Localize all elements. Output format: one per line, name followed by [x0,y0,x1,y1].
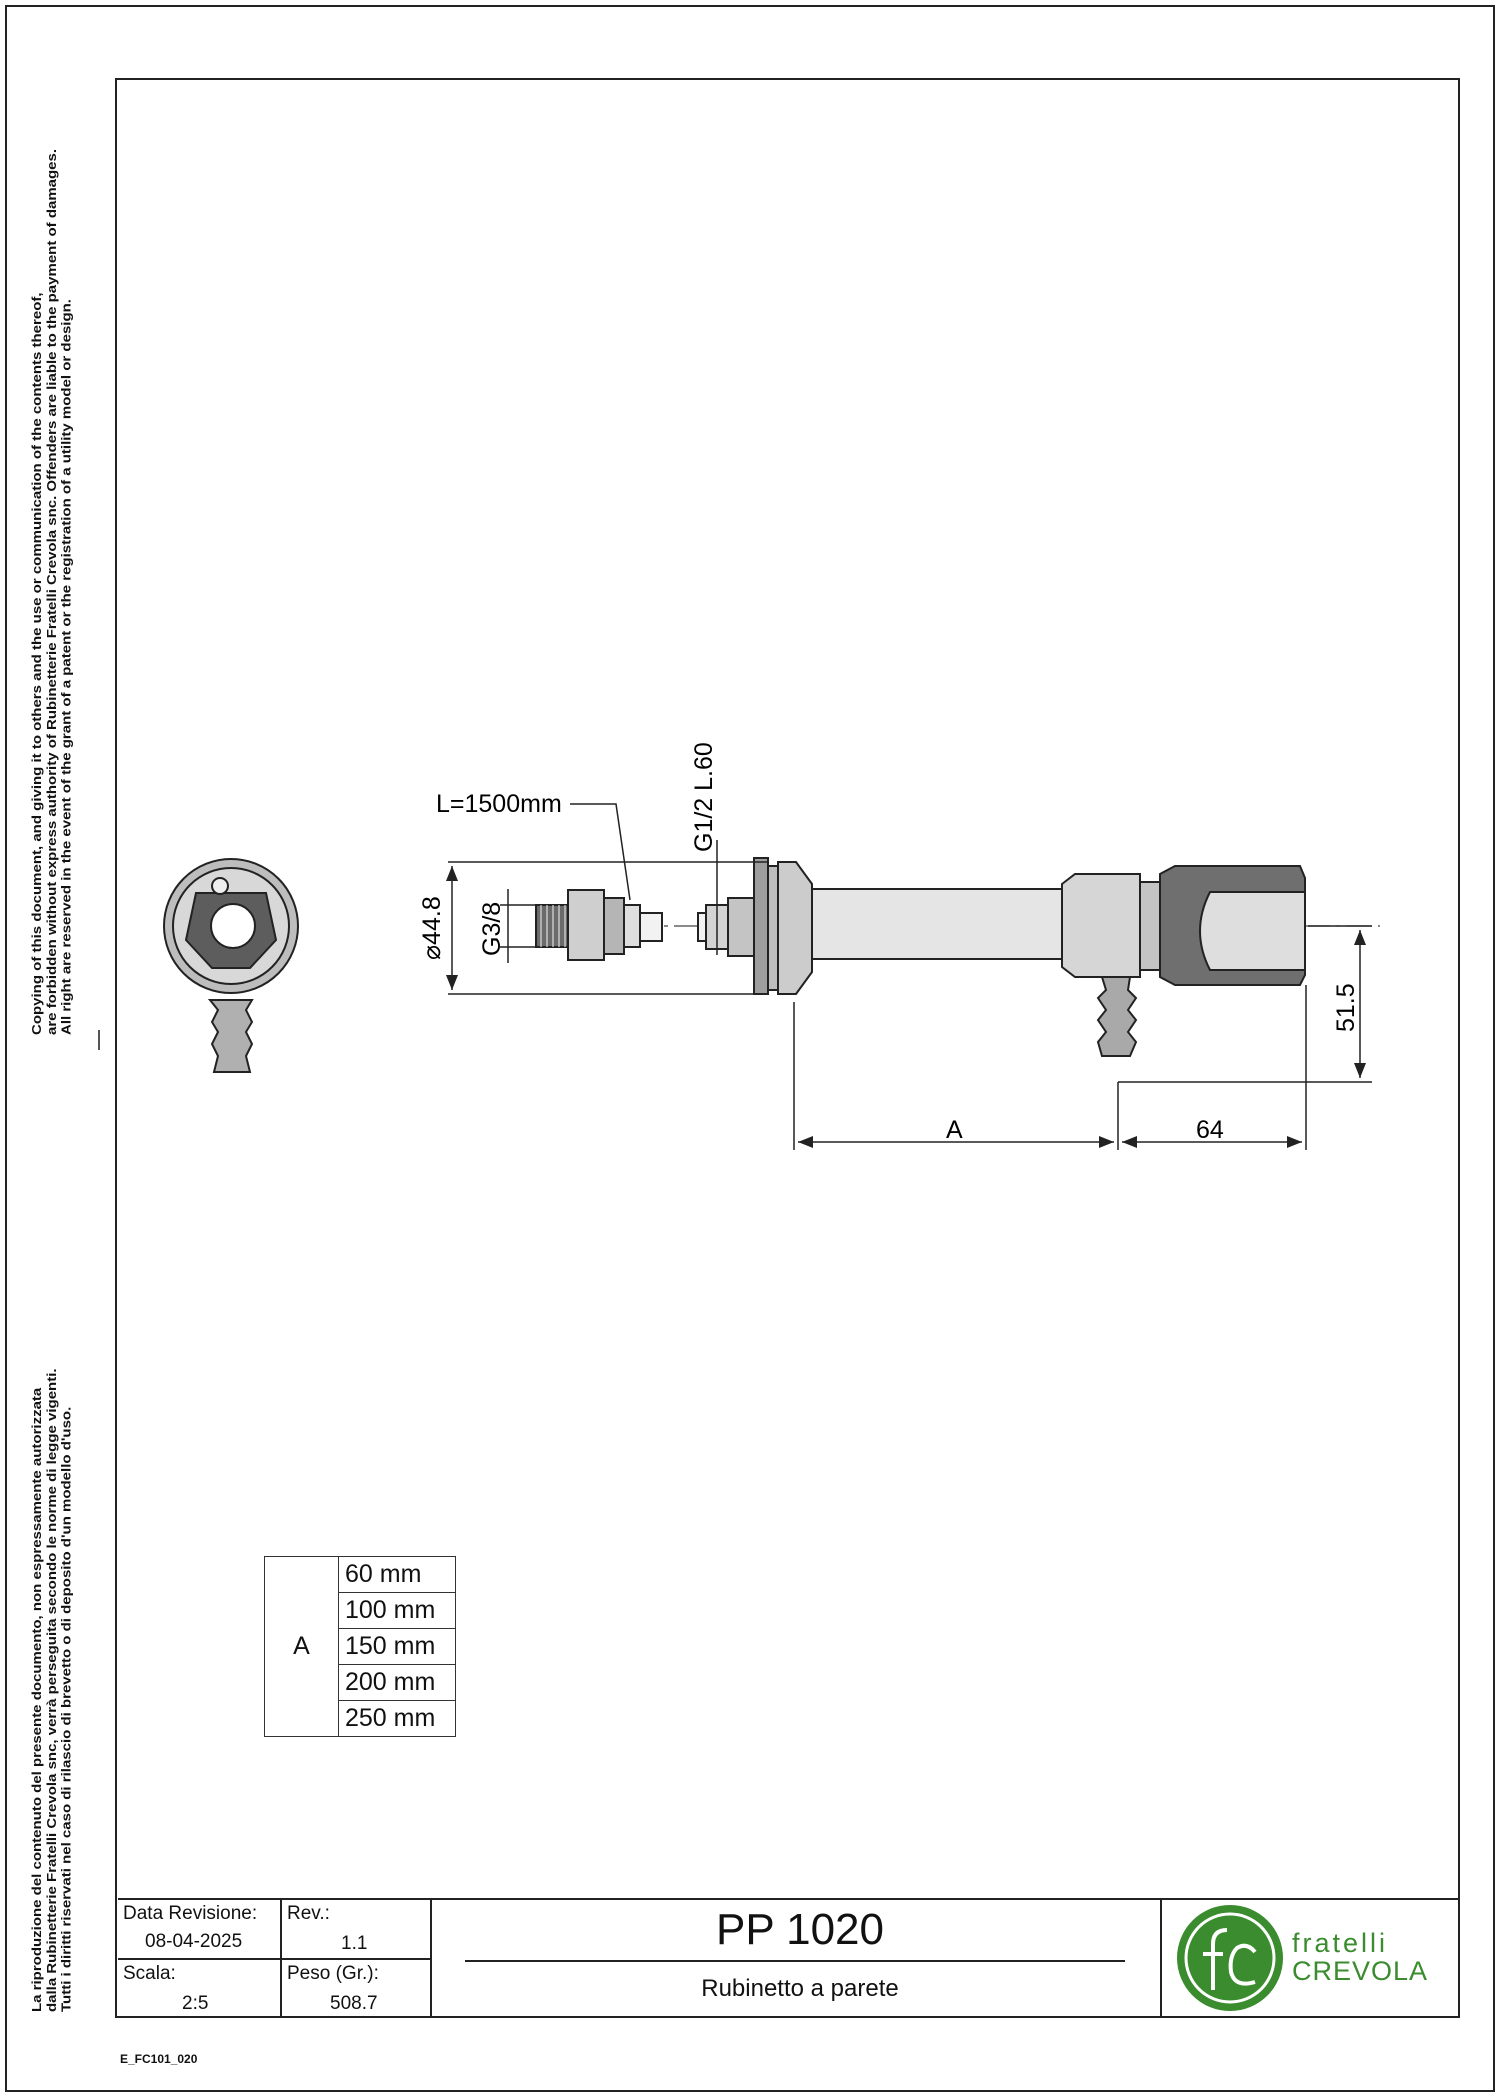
rev-value: 1.1 [341,1933,368,1954]
legal-en-line-3: All right are reserved in the event of the grant of a patent or the registration of a utility model or design. [59,299,74,1035]
dimension-table [264,1556,456,1737]
diameter-label: ⌀44.8 [418,896,446,960]
length-fixed-label: 64 [1196,1116,1224,1144]
logo-line2: CREVOLA [1292,1956,1429,1986]
hose-length-label: L=1500mm [436,790,562,818]
product-code: PP 1020 [715,1905,884,1954]
inlet-thread-label: G1/2 L.60 [690,742,718,852]
outlet-thread-label: G3/8 [478,901,506,956]
legal-en-line-2: are forbidden without express authority of Rubinetterie Fratelli Crevola snc. Offenders are liable to the payment of damages. [44,148,60,1035]
legal-en-line-1: Copying of this document, and giving it to others and the use or communication of the contents thereof, [30,292,45,1035]
legal-it-line-2: dalla Rubinetterie Fratelli Crevola snc, verrà perseguita secondo le norme di legge vigenti. [44,1368,60,2012]
height-dim-label: 51.5 [1332,983,1360,1032]
dimension-value: 60 mm [339,1557,456,1593]
legal-it-line-3: Tutti i diritti riservati nel caso di rilascio di brevetto o di deposito d'un modello d'uso. [59,1406,74,2012]
dimension-value: 250 mm [339,1701,456,1737]
tb-divider [430,1898,432,2018]
company-logo-mark [1175,1902,1285,2014]
dimension-value: 150 mm [339,1629,456,1665]
weight-label: Peso (Gr.): [287,1963,379,1984]
front-view [164,859,298,1072]
document-code: E_FC101_020 [120,2052,198,2066]
revision-date: 08-04-2025 [145,1931,243,1952]
dimension-value: 100 mm [339,1593,456,1629]
weight-value: 508.7 [330,1993,378,2014]
dimension-table-label: A [265,1557,339,1737]
rev-label: Rev.: [287,1903,330,1924]
revision-date-label: Data Revisione: [123,1903,258,1924]
scale-value: 2:5 [182,1993,209,2014]
scale-label: Scala: [123,1963,176,1984]
tb-divider [1160,1898,1162,2018]
product-name: Rubinetto a parete [701,1975,899,2002]
dimension-value: 200 mm [339,1665,456,1701]
legal-it-line-1: La riproduzione del contenuto del presente documento, non espressamente autorizzata [30,1387,45,2012]
side-view [536,858,1305,1056]
logo-line1: fratelli [1292,1928,1389,1958]
length-var-label: A [946,1116,963,1144]
tb-title-underline [465,1960,1125,1962]
tb-divider [118,1958,430,1960]
